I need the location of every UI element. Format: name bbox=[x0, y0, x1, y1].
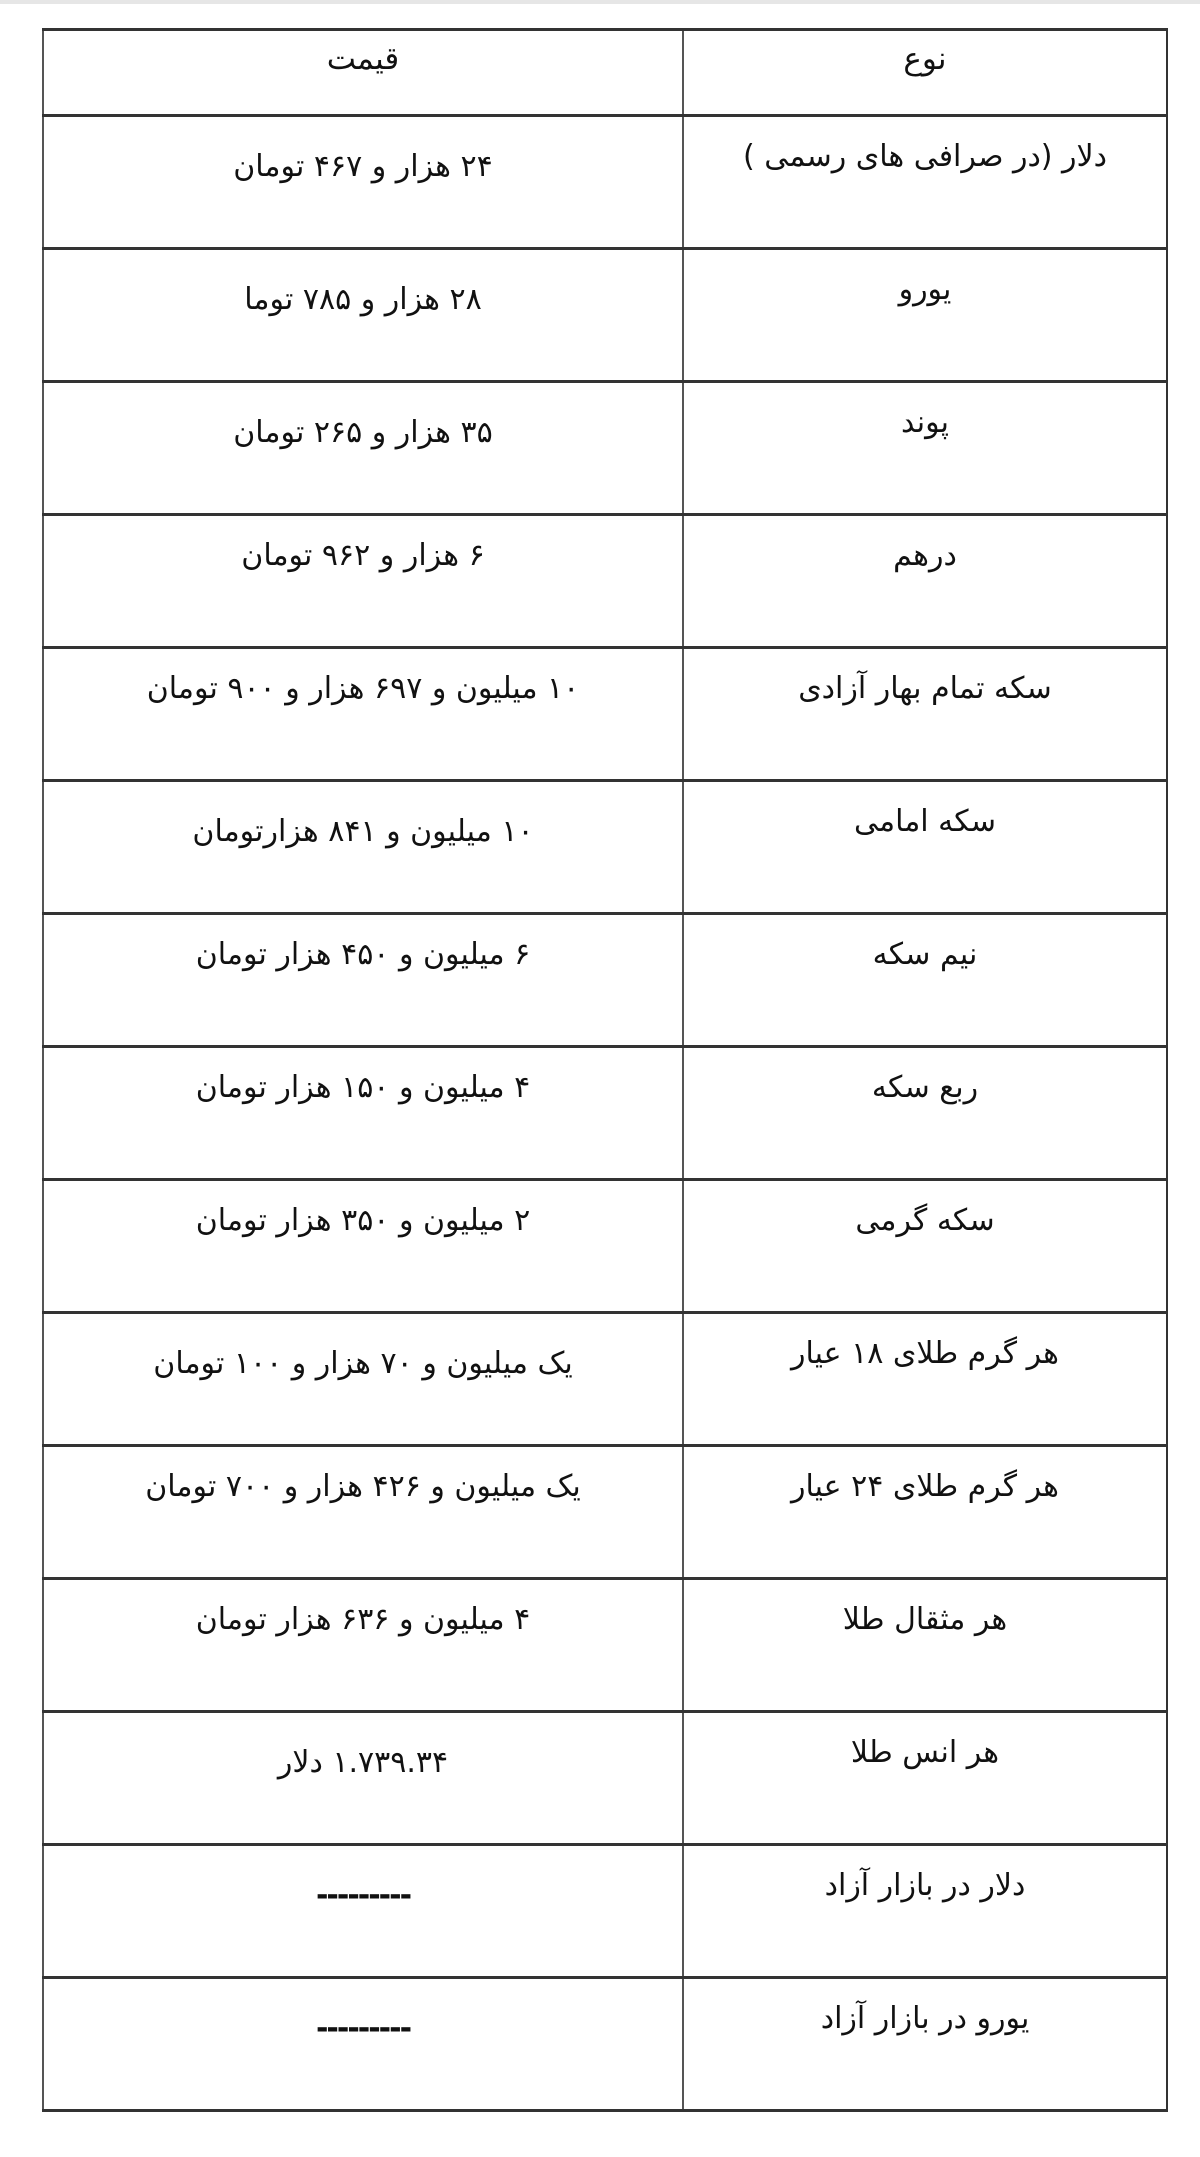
item-type: هر مثقال طلا bbox=[842, 1602, 1008, 1637]
item-price: یک میلیون و ۴۲۶ هزار و ۷۰۰ تومان bbox=[145, 1469, 581, 1504]
item-price: ۱۰ میلیون و ۶۹۷ هزار و ۹۰۰ تومان bbox=[146, 671, 580, 706]
item-price: ۲۸ هزار و ۷۸۵ توما bbox=[244, 282, 482, 317]
table-row bbox=[43, 249, 1167, 382]
table-row bbox=[43, 1712, 1167, 1845]
price-table bbox=[42, 28, 1168, 2112]
item-type: هر انس طلا bbox=[850, 1735, 1000, 1770]
header-row bbox=[43, 30, 1167, 116]
table-row bbox=[43, 382, 1167, 515]
header-price: قیمت bbox=[43, 30, 683, 116]
table-row bbox=[43, 1845, 1167, 1978]
item-type: دلار (در صرافی های رسمی ) bbox=[742, 139, 1107, 174]
table-row bbox=[43, 515, 1167, 648]
table-row bbox=[43, 1047, 1167, 1180]
item-type: دلار در بازار آزاد bbox=[824, 1868, 1026, 1903]
item-price: ۱۰ میلیون و ۸۴۱ هزارتومان bbox=[192, 814, 534, 849]
table-row bbox=[43, 1180, 1167, 1313]
table-row bbox=[43, 648, 1167, 781]
item-price-empty: --------- bbox=[315, 2011, 411, 2046]
item-price: یک میلیون و ۷۰ هزار و ۱۰۰ تومان bbox=[153, 1346, 573, 1381]
item-type: سکه تمام بهار آزادی bbox=[798, 671, 1052, 706]
table-row bbox=[43, 1313, 1167, 1446]
item-price: ۲ میلیون و ۳۵۰ هزار تومان bbox=[195, 1203, 531, 1238]
table-row bbox=[43, 1446, 1167, 1579]
item-price: ۴ میلیون و ۱۵۰ هزار تومان bbox=[195, 1070, 531, 1105]
table-row bbox=[43, 781, 1167, 914]
item-type: پوند bbox=[901, 405, 949, 440]
item-price: ۱.۷۳۹.۳۴ دلار bbox=[277, 1745, 449, 1780]
table-row bbox=[43, 1579, 1167, 1712]
item-type: سکه امامی bbox=[854, 804, 996, 839]
item-price-empty: --------- bbox=[315, 1878, 411, 1913]
top-divider bbox=[0, 0, 1200, 4]
item-price: ۳۵ هزار و ۲۶۵ تومان bbox=[233, 415, 493, 450]
item-price: ۶ هزار و ۹۶۲ تومان bbox=[241, 538, 485, 573]
item-type: سکه گرمی bbox=[855, 1203, 995, 1238]
item-type: هر گرم طلای ۲۴ عیار bbox=[790, 1469, 1059, 1504]
item-price: ۴ میلیون و ۶۳۶ هزار تومان bbox=[195, 1602, 531, 1637]
item-price: ۶ میلیون و ۴۵۰ هزار تومان bbox=[195, 937, 531, 972]
item-type: هر گرم طلای ۱۸ عیار bbox=[790, 1336, 1059, 1371]
item-type: نیم سکه bbox=[872, 937, 978, 972]
table-row bbox=[43, 914, 1167, 1047]
header-type: نوع bbox=[683, 30, 1167, 116]
item-type: درهم bbox=[893, 538, 957, 573]
item-type: یورو bbox=[898, 272, 952, 307]
item-type: ربع سکه bbox=[871, 1070, 979, 1105]
item-price: ۲۴ هزار و ۴۶۷ تومان bbox=[233, 149, 493, 184]
table-row bbox=[43, 116, 1167, 249]
table-row bbox=[43, 1978, 1167, 2111]
item-type: یورو در بازار آزاد bbox=[820, 2001, 1030, 2036]
